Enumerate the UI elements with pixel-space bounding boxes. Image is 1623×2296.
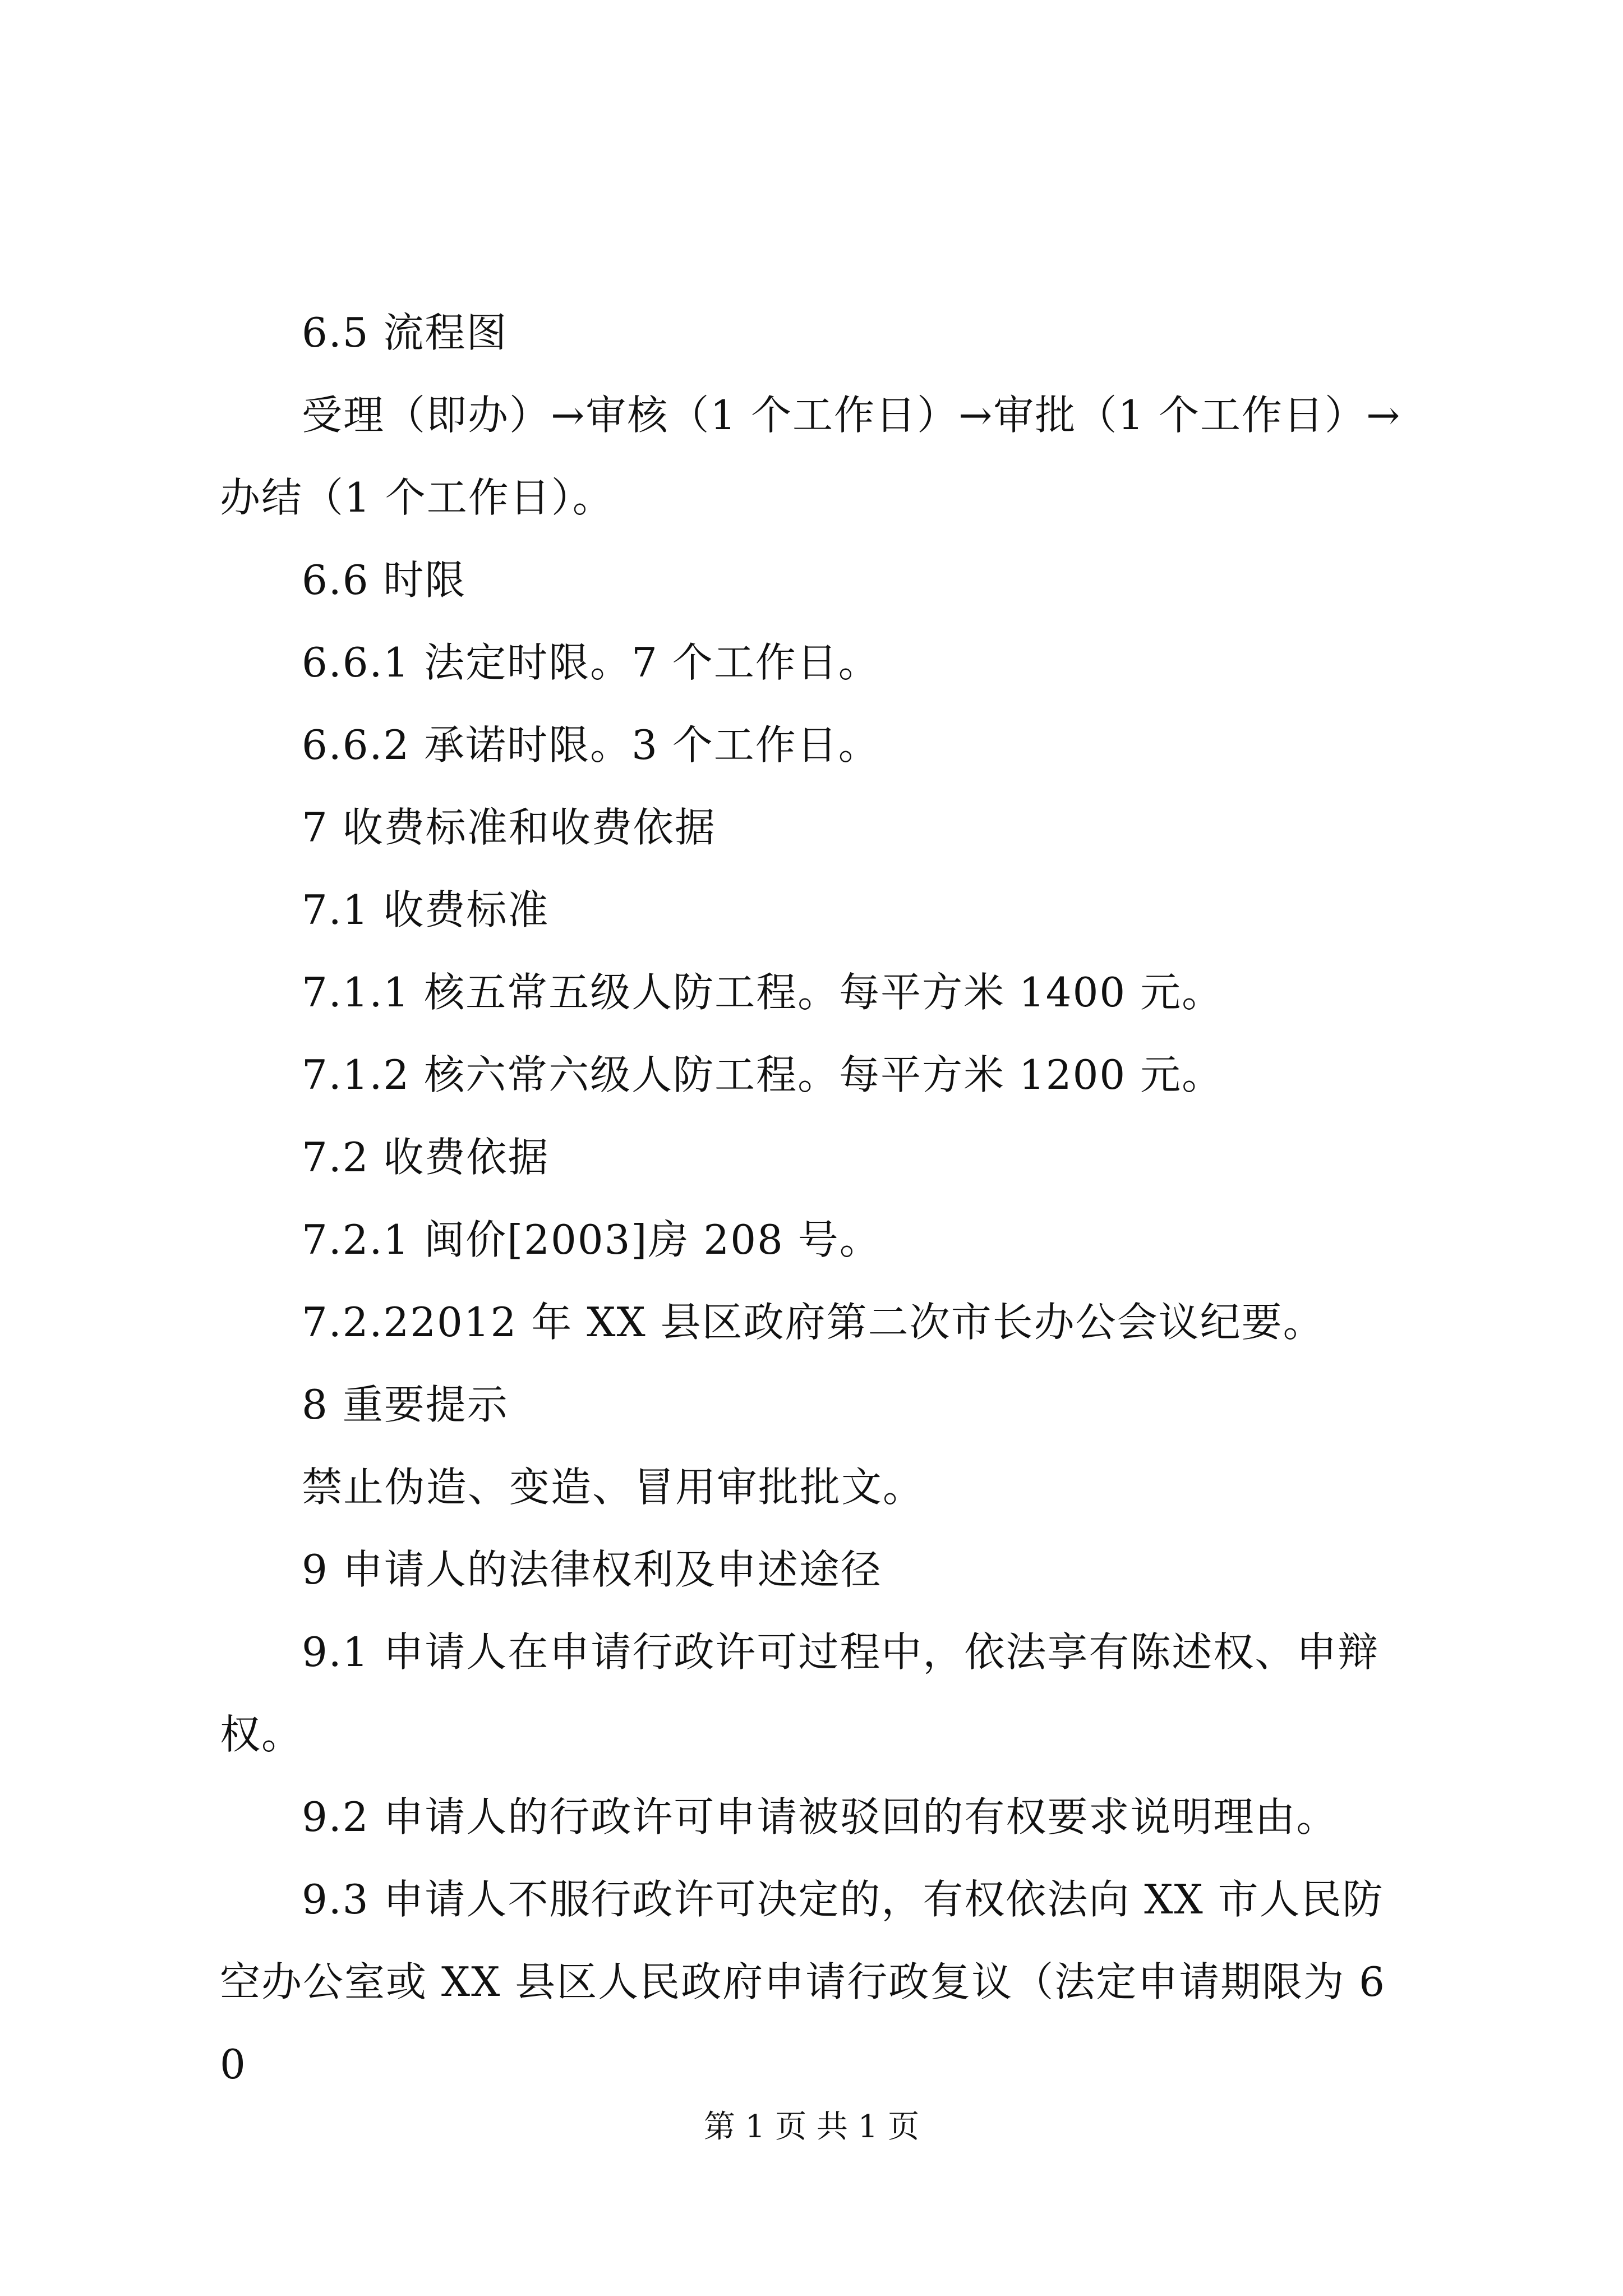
section-heading-7: 7 收费标准和收费依据: [302, 804, 716, 851]
section-heading-6-5: 6.5 流程图: [302, 309, 508, 356]
section-heading-7-1: 7.1 收费标准: [302, 886, 550, 933]
applicant-right-9-2: 9.2 申请人的行政许可申请被驳回的有权要求说明理由。: [302, 1793, 1338, 1841]
fee-basis-item-2: 7.2.22012 年 XX 县区政府第二次市长办公会议纪要。: [302, 1299, 1325, 1346]
fee-standard-item-1: 7.1.1 核五常五级人防工程。每平方米 1400 元。: [302, 969, 1224, 1016]
promised-time-limit: 6.6.2 承诺时限。3 个工作日。: [302, 721, 880, 769]
section-heading-8: 8 重要提示: [302, 1381, 509, 1428]
applicant-right-9-1: 9.1 申请人在申请行政许可过程中，依法享有陈述权、申辩权。: [220, 1628, 1380, 1758]
document-body: [220, 292, 1409, 2106]
section-heading-9: 9 申请人的法律权利及申述途径: [302, 1546, 882, 1593]
important-notice-text: 禁止伪造、变造、冒用审批批文。: [302, 1464, 925, 1511]
section-heading-7-2: 7.2 收费依据: [302, 1134, 550, 1181]
statutory-time-limit: 6.6.1 法定时限。7 个工作日。: [302, 639, 880, 686]
section-heading-6-6: 6.6 时限: [302, 556, 467, 604]
applicant-right-9-3: 9.3 申请人不服行政许可决定的，有权依法向 XX 市人民防空办公室或 XX 县区人民政府申请行政复议（法定申请期限为 60: [220, 1876, 1386, 2088]
process-flow-text: 受理（即办）→审核（1 个工作日）→审批（1 个工作日）→办结（1 个工作日）。: [220, 392, 1401, 521]
fee-standard-item-2: 7.1.2 核六常六级人防工程。每平方米 1200 元。: [302, 1051, 1224, 1098]
fee-basis-item-1: 7.2.1 闽价[2003]房 208 号。: [302, 1216, 881, 1263]
page-footer: 第 1 页 共 1 页: [703, 2109, 920, 2145]
